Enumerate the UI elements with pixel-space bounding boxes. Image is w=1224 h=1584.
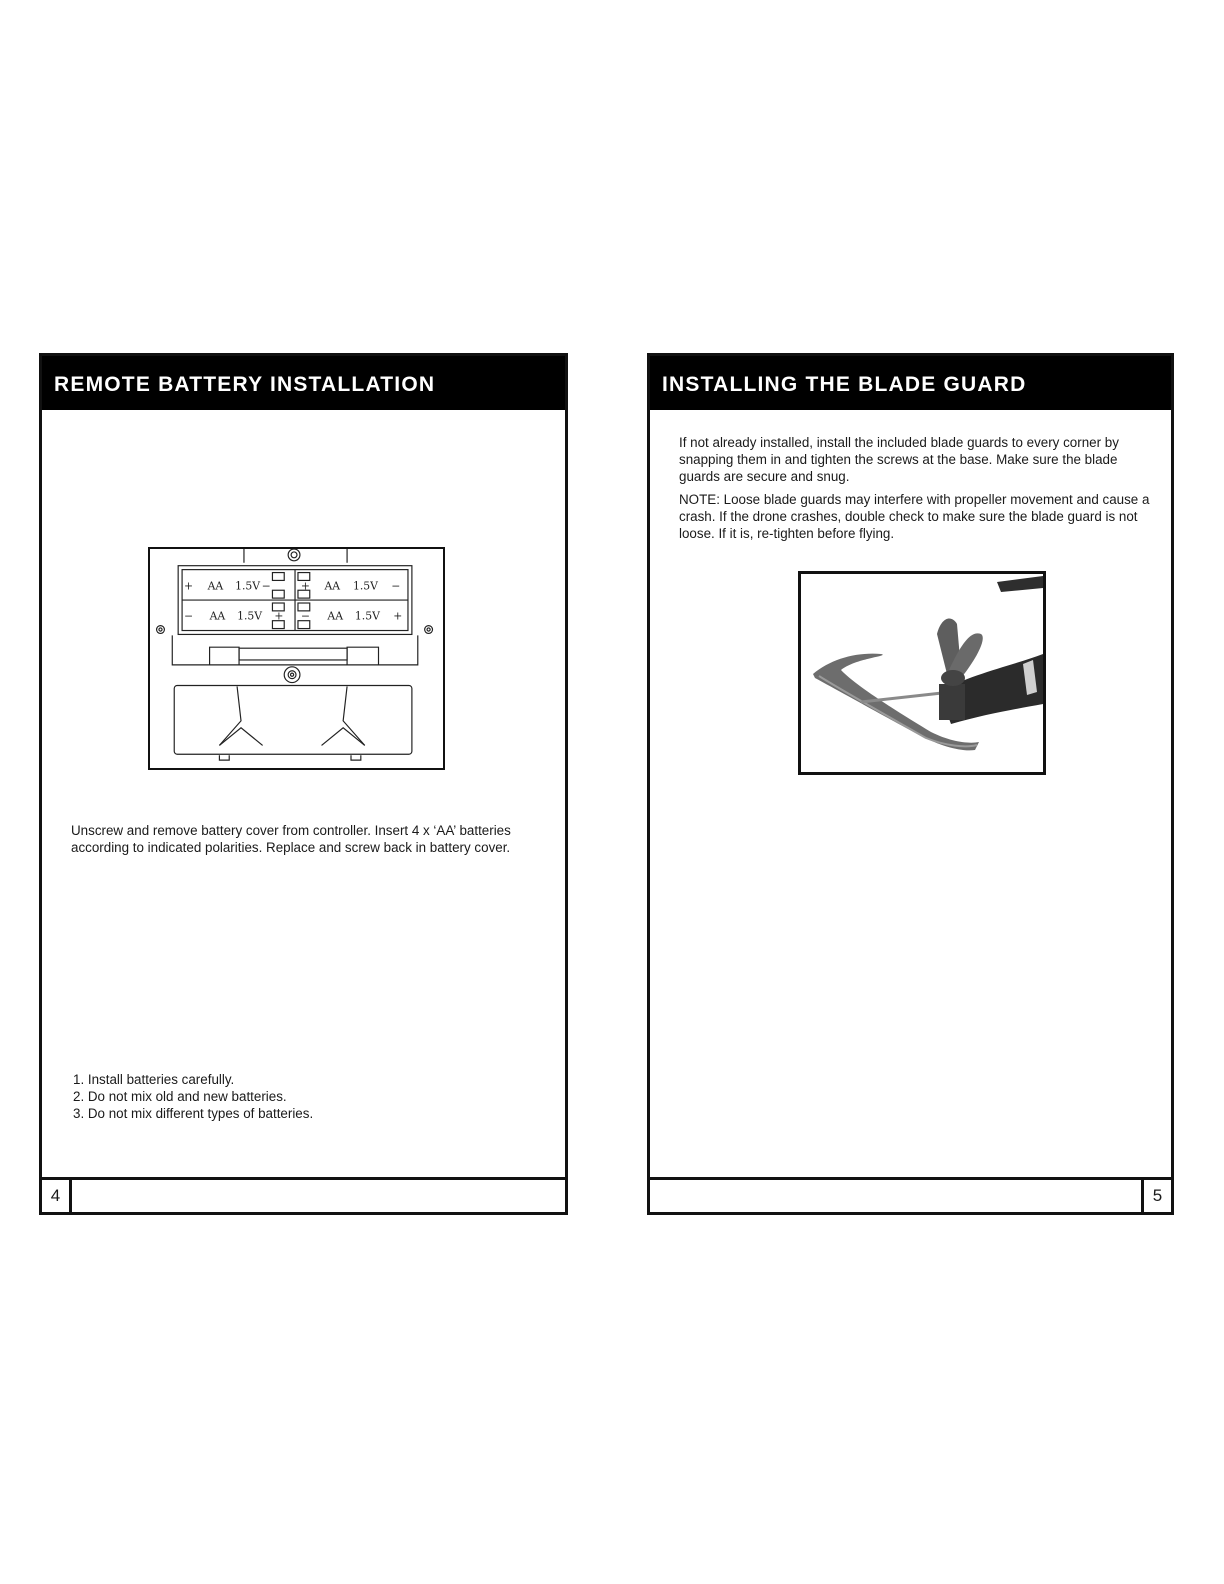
page-blade-guard bbox=[647, 353, 1174, 1215]
blade-guard-note-text: NOTE: Loose blade guards may interfere with propeller movement and cause a crash. If the drone crashes, double check to make sure the blade guard is not loose. If it is, re-tighten before flying. bbox=[679, 492, 1150, 541]
battery-notes-list bbox=[73, 1072, 313, 1122]
voltage-label-2: 1.5V bbox=[352, 579, 378, 593]
page-footer bbox=[42, 1177, 565, 1212]
list-item: 2. Do not mix old and new batteries. bbox=[73, 1088, 287, 1104]
battery-compartment-diagram bbox=[148, 547, 445, 770]
blade-guard-instruction-text: If not already installed, install the included blade guards to every corner by snapping them in and tighten the screws at the base. Make sure the blade guards are secure and snug. bbox=[679, 435, 1119, 484]
voltage-label-1: 1.5V bbox=[235, 579, 261, 593]
voltage-label-3: 1.5V bbox=[237, 609, 263, 623]
battery-label-1: AA bbox=[207, 579, 224, 593]
polarity-minus-2: − bbox=[391, 579, 401, 593]
polarity-plus-1: + bbox=[184, 579, 194, 593]
section-title: INSTALLING THE BLADE GUARD bbox=[650, 356, 1171, 410]
page-number: 5 bbox=[1141, 1180, 1171, 1212]
polarity-minus-1: − bbox=[261, 579, 271, 593]
page-remote-battery bbox=[39, 353, 568, 1215]
battery-label-3: AA bbox=[209, 609, 226, 623]
polarity-plus-3: + bbox=[274, 609, 284, 623]
page-number: 4 bbox=[42, 1180, 72, 1212]
battery-label-2: AA bbox=[324, 579, 341, 593]
blade-guard-photo bbox=[798, 571, 1046, 775]
polarity-minus-3: − bbox=[184, 609, 194, 623]
polarity-plus-2: + bbox=[300, 579, 310, 593]
list-item: 1. Install batteries carefully. bbox=[73, 1072, 235, 1087]
list-item: 3. Do not mix different types of batteries. bbox=[73, 1105, 314, 1121]
polarity-plus-4: + bbox=[393, 609, 403, 623]
battery-label-4: AA bbox=[327, 609, 344, 623]
battery-instruction-text: Unscrew and remove battery cover from controller. Insert 4 x ‘AA’ batteries according to indicated polarities. Replace and screw back in battery cover. bbox=[71, 823, 511, 855]
section-title: REMOTE BATTERY INSTALLATION bbox=[42, 356, 565, 410]
page-footer bbox=[650, 1177, 1171, 1212]
polarity-minus-4: − bbox=[300, 609, 310, 623]
voltage-label-4: 1.5V bbox=[354, 609, 380, 623]
